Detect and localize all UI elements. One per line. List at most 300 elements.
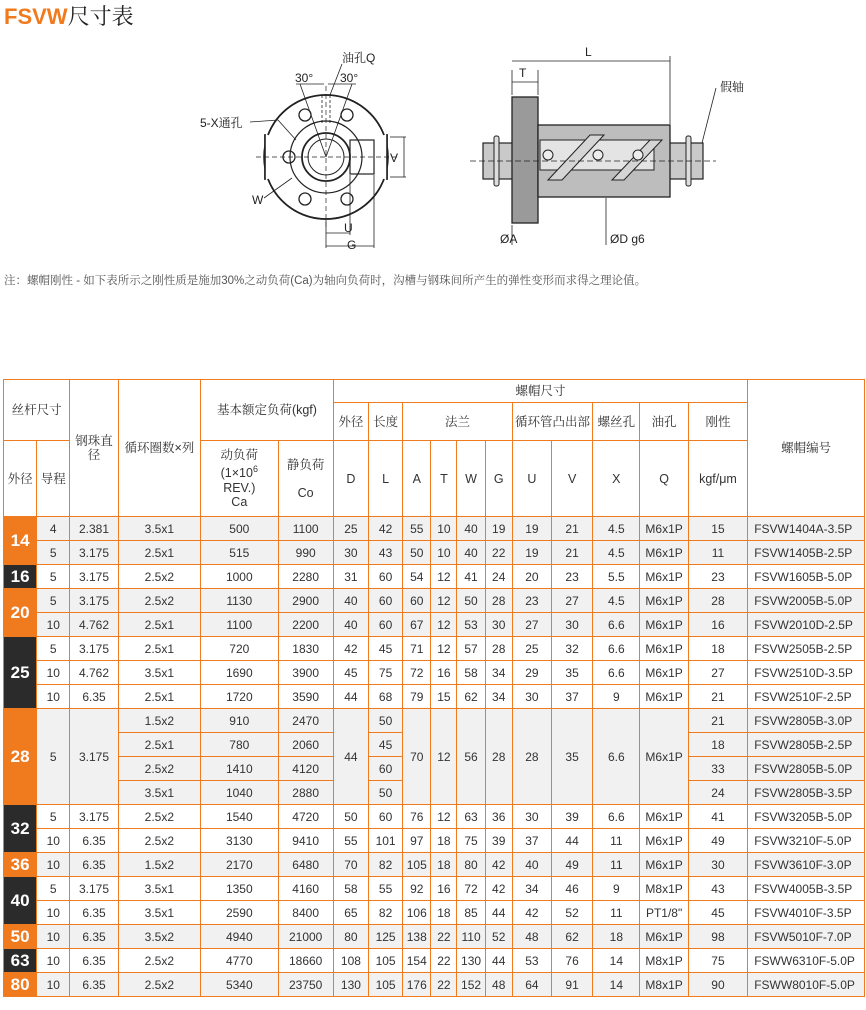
table-cell: 5 bbox=[37, 805, 70, 829]
table-row bbox=[4, 829, 865, 853]
table-cell: 2.5x1 bbox=[118, 733, 200, 757]
table-cell: 2.5x1 bbox=[118, 685, 200, 709]
table-cell: 42 bbox=[485, 877, 512, 901]
table-cell: 10 bbox=[37, 685, 70, 709]
table-cell: 176 bbox=[403, 973, 431, 997]
table-cell: 30 bbox=[512, 805, 551, 829]
table-cell: 108 bbox=[333, 949, 368, 973]
table-cell: PT1/8" bbox=[640, 901, 688, 925]
table-cell: 11 bbox=[593, 901, 640, 925]
table-cell: 34 bbox=[512, 877, 551, 901]
table-cell: 3.175 bbox=[70, 565, 118, 589]
table-cell: 10 bbox=[37, 949, 70, 973]
table-cell: 46 bbox=[552, 877, 593, 901]
table-cell: 42 bbox=[512, 901, 551, 925]
table-cell: 67 bbox=[403, 613, 431, 637]
header-nut-size: 螺帽尺寸 bbox=[333, 380, 747, 403]
size-cell: 20 bbox=[4, 589, 37, 637]
table-cell: 60 bbox=[369, 757, 403, 781]
header-col-a: A bbox=[403, 441, 431, 517]
table-cell: 20 bbox=[512, 565, 551, 589]
table-cell: 6.35 bbox=[70, 925, 118, 949]
table-cell: 45 bbox=[369, 637, 403, 661]
label-angle-right: 30° bbox=[340, 71, 359, 85]
header-col-l: L bbox=[369, 441, 403, 517]
size-table bbox=[3, 379, 865, 997]
header-part-no: 螺帽编号 bbox=[748, 380, 865, 517]
table-cell: 2.381 bbox=[70, 517, 118, 541]
table-cell: 62 bbox=[457, 685, 485, 709]
header-flange: 法兰 bbox=[403, 403, 513, 441]
table-cell: 5 bbox=[37, 637, 70, 661]
part-number: FSVW5010F-7.0P bbox=[748, 925, 865, 949]
table-cell: 45 bbox=[688, 901, 747, 925]
table-cell: 43 bbox=[369, 541, 403, 565]
table-cell: 2.5x2 bbox=[118, 565, 200, 589]
label-dia-d: ØD g6 bbox=[610, 232, 645, 246]
table-cell: 2590 bbox=[201, 901, 278, 925]
table-cell: 1350 bbox=[201, 877, 278, 901]
table-cell: 2170 bbox=[201, 853, 278, 877]
table-cell: 32 bbox=[552, 637, 593, 661]
side-view bbox=[470, 56, 716, 245]
table-cell: 34 bbox=[485, 661, 512, 685]
table-row bbox=[4, 661, 865, 685]
table-cell: 6.6 bbox=[593, 709, 640, 805]
table-cell: 6.35 bbox=[70, 829, 118, 853]
table-cell: 40 bbox=[457, 541, 485, 565]
table-cell: 35 bbox=[552, 709, 593, 805]
title-brand: FSVW bbox=[4, 4, 68, 29]
table-cell: 18 bbox=[431, 853, 457, 877]
table-row bbox=[4, 901, 865, 925]
table-cell: 2.5x2 bbox=[118, 589, 200, 613]
part-number: FSVW3210F-5.0P bbox=[748, 829, 865, 853]
table-cell: 2.5x2 bbox=[118, 973, 200, 997]
part-number: FSVW2010D-2.5P bbox=[748, 613, 865, 637]
table-cell: 15 bbox=[431, 685, 457, 709]
table-cell: 1040 bbox=[201, 781, 278, 805]
table-cell: 71 bbox=[403, 637, 431, 661]
dyn-load-line1: 动负荷 bbox=[220, 448, 259, 463]
table-cell: 5 bbox=[37, 877, 70, 901]
table-cell: 105 bbox=[369, 973, 403, 997]
table-cell: 70 bbox=[333, 853, 368, 877]
table-cell: 85 bbox=[457, 901, 485, 925]
table-cell: 62 bbox=[552, 925, 593, 949]
table-cell: 40 bbox=[333, 613, 368, 637]
table-cell: 3.175 bbox=[70, 877, 118, 901]
table-cell: 4.5 bbox=[593, 517, 640, 541]
part-number: FSVW2510F-2.5P bbox=[748, 685, 865, 709]
table-cell: M6x1P bbox=[640, 589, 688, 613]
table-cell: 57 bbox=[457, 637, 485, 661]
label-u: U bbox=[344, 221, 353, 235]
table-cell: 52 bbox=[552, 901, 593, 925]
nut-flange bbox=[512, 97, 538, 223]
size-cell: 14 bbox=[4, 517, 37, 565]
table-cell: 75 bbox=[457, 829, 485, 853]
table-cell: 1830 bbox=[278, 637, 333, 661]
table-row bbox=[4, 589, 865, 613]
table-cell: 19 bbox=[485, 517, 512, 541]
table-cell: 41 bbox=[457, 565, 485, 589]
table-cell: 3.175 bbox=[70, 805, 118, 829]
table-cell: 23 bbox=[512, 589, 551, 613]
label-l: L bbox=[585, 45, 592, 59]
table-cell: 25 bbox=[333, 517, 368, 541]
table-cell: 11 bbox=[593, 853, 640, 877]
dyn-load-exp: 6 bbox=[252, 464, 258, 475]
table-cell: 40 bbox=[512, 853, 551, 877]
table-cell: 3130 bbox=[201, 829, 278, 853]
table-cell: 6.6 bbox=[593, 613, 640, 637]
table-cell: 515 bbox=[201, 541, 278, 565]
table-cell: 18 bbox=[593, 925, 640, 949]
label-angle-left: 30° bbox=[295, 71, 314, 85]
table-cell: 60 bbox=[369, 613, 403, 637]
table-cell: 500 bbox=[201, 517, 278, 541]
table-cell: 3.5x1 bbox=[118, 877, 200, 901]
table-cell: 4.762 bbox=[70, 613, 118, 637]
table-cell: 2900 bbox=[278, 589, 333, 613]
part-number: FSVW2005B-5.0P bbox=[748, 589, 865, 613]
table-cell: 42 bbox=[369, 517, 403, 541]
header-lead: 导程 bbox=[37, 441, 70, 517]
table-cell: 72 bbox=[403, 661, 431, 685]
part-number: FSVW4005B-3.5P bbox=[748, 877, 865, 901]
table-cell: 11 bbox=[593, 829, 640, 853]
table-cell: 105 bbox=[403, 853, 431, 877]
table-cell: M6x1P bbox=[640, 637, 688, 661]
header-col-w: W bbox=[457, 441, 485, 517]
table-cell: 2.5x1 bbox=[118, 637, 200, 661]
table-row bbox=[4, 613, 865, 637]
table-cell: 12 bbox=[431, 565, 457, 589]
table-cell: M6x1P bbox=[640, 805, 688, 829]
part-number: FSVW2805B-3.5P bbox=[748, 781, 865, 805]
table-cell: 36 bbox=[485, 805, 512, 829]
bolt-hole bbox=[341, 193, 353, 205]
label-oil-hole: 油孔Q bbox=[342, 51, 376, 65]
table-cell: 21 bbox=[552, 541, 593, 565]
header-stiffness: 刚性 bbox=[688, 403, 747, 441]
screw-head bbox=[593, 150, 603, 160]
table-cell: 58 bbox=[333, 877, 368, 901]
table-cell: 40 bbox=[333, 589, 368, 613]
table-cell: 154 bbox=[403, 949, 431, 973]
table-cell: 2.5x1 bbox=[118, 613, 200, 637]
table-cell: 72 bbox=[457, 877, 485, 901]
table-cell: 22 bbox=[431, 973, 457, 997]
dyn-load-line2: REV.) bbox=[223, 480, 256, 495]
table-cell: 10 bbox=[37, 925, 70, 949]
table-cell: 106 bbox=[403, 901, 431, 925]
header-load-rating: 基本额定负荷(kgf) bbox=[201, 380, 334, 441]
size-cell: 28 bbox=[4, 709, 37, 805]
table-cell: 75 bbox=[369, 661, 403, 685]
table-cell: 28 bbox=[512, 709, 551, 805]
table-cell: 10 bbox=[431, 517, 457, 541]
table-cell: 22 bbox=[431, 925, 457, 949]
table-cell: M6x1P bbox=[640, 829, 688, 853]
header-length: 长度 bbox=[369, 403, 403, 441]
table-cell: 60 bbox=[369, 805, 403, 829]
header-col-x: X bbox=[593, 441, 640, 517]
table-cell: 10 bbox=[37, 901, 70, 925]
table-cell: 4.762 bbox=[70, 661, 118, 685]
table-cell: 21 bbox=[688, 685, 747, 709]
table-cell: 3.175 bbox=[70, 589, 118, 613]
table-cell: 28 bbox=[688, 589, 747, 613]
table-cell: 2.5x1 bbox=[118, 541, 200, 565]
table-cell: 42 bbox=[485, 853, 512, 877]
part-number: FSVW1404A-3.5P bbox=[748, 517, 865, 541]
table-cell: 23 bbox=[552, 565, 593, 589]
table-cell: 75 bbox=[688, 949, 747, 973]
table-cell: 21 bbox=[552, 517, 593, 541]
label-v: V bbox=[390, 151, 399, 165]
header-col-v: V bbox=[552, 441, 593, 517]
table-cell: 101 bbox=[369, 829, 403, 853]
table-row bbox=[4, 853, 865, 877]
table-cell: 16 bbox=[688, 613, 747, 637]
table-cell: 97 bbox=[403, 829, 431, 853]
table-cell: 49 bbox=[552, 853, 593, 877]
table-cell: 3.5x1 bbox=[118, 517, 200, 541]
size-cell: 80 bbox=[4, 973, 37, 997]
table-cell: 27 bbox=[688, 661, 747, 685]
table-cell: 21 bbox=[688, 709, 747, 733]
table-cell: 1100 bbox=[278, 517, 333, 541]
table-cell: 6480 bbox=[278, 853, 333, 877]
table-cell: 60 bbox=[369, 565, 403, 589]
table-cell: 4770 bbox=[201, 949, 278, 973]
table-cell: 5 bbox=[37, 541, 70, 565]
part-number: FSVW2505B-2.5P bbox=[748, 637, 865, 661]
table-cell: 37 bbox=[552, 685, 593, 709]
table-cell: 58 bbox=[457, 661, 485, 685]
table-cell: 12 bbox=[431, 589, 457, 613]
table-cell: 80 bbox=[457, 853, 485, 877]
table-cell: 42 bbox=[333, 637, 368, 661]
table-cell: 24 bbox=[485, 565, 512, 589]
table-cell: 1.5x2 bbox=[118, 853, 200, 877]
table-cell: 5 bbox=[37, 709, 70, 805]
table-cell: 76 bbox=[403, 805, 431, 829]
size-cell: 50 bbox=[4, 925, 37, 949]
table-cell: 1.5x2 bbox=[118, 709, 200, 733]
table-cell: 23750 bbox=[278, 973, 333, 997]
table-cell: M6x1P bbox=[640, 565, 688, 589]
table-cell: 2.5x2 bbox=[118, 805, 200, 829]
table-cell: 3.175 bbox=[70, 709, 118, 805]
table-row bbox=[4, 805, 865, 829]
table-cell: 40 bbox=[457, 517, 485, 541]
table-cell: 60 bbox=[403, 589, 431, 613]
table-cell: 30 bbox=[485, 613, 512, 637]
table-row bbox=[4, 925, 865, 949]
table-cell: 28 bbox=[485, 637, 512, 661]
table-cell: 44 bbox=[485, 901, 512, 925]
part-number: FSVW1405B-2.5P bbox=[748, 541, 865, 565]
table-cell: 44 bbox=[333, 709, 368, 805]
table-cell: 30 bbox=[688, 853, 747, 877]
header-outer-dia: 外径 bbox=[333, 403, 368, 441]
table-cell: 1130 bbox=[201, 589, 278, 613]
table-cell: 6.35 bbox=[70, 685, 118, 709]
static-load-line2: Co bbox=[297, 485, 314, 500]
label-g: G bbox=[347, 238, 357, 252]
stiffness-note: 注：螺帽刚性 - 如下表所示之刚性质是施加30%之动负荷(Ca)为轴向负荷时，沟槽与钢珠间所产生的弹性变形而求得之理论值。 bbox=[4, 275, 647, 287]
table-cell: 4.5 bbox=[593, 589, 640, 613]
size-cell: 16 bbox=[4, 565, 37, 589]
table-cell: 28 bbox=[485, 589, 512, 613]
table-cell: 6.35 bbox=[70, 973, 118, 997]
header-dynamic-load bbox=[201, 441, 278, 517]
table-cell: 50 bbox=[333, 805, 368, 829]
header-screw-size: 丝杆尺寸 bbox=[4, 380, 70, 441]
table-row bbox=[4, 709, 865, 733]
table-cell: 30 bbox=[512, 685, 551, 709]
table-row bbox=[4, 685, 865, 709]
table-cell: 18 bbox=[431, 829, 457, 853]
static-load-line1: 静负荷 bbox=[286, 457, 325, 472]
part-number: FSVW3205B-5.0P bbox=[748, 805, 865, 829]
label-dummy-shaft: 假轴 bbox=[720, 80, 745, 94]
table-cell: 45 bbox=[333, 661, 368, 685]
table-cell: 44 bbox=[552, 829, 593, 853]
table-cell: 1410 bbox=[201, 757, 278, 781]
table-cell: 18660 bbox=[278, 949, 333, 973]
dyn-load-pre: (1×10 bbox=[220, 466, 253, 481]
table-cell: M6x1P bbox=[640, 517, 688, 541]
table-cell: 50 bbox=[457, 589, 485, 613]
label-through-hole: 5-X通孔 bbox=[200, 116, 243, 130]
header-stiff-unit: kgf/μm bbox=[688, 441, 747, 517]
size-cell: 25 bbox=[4, 637, 37, 709]
table-cell: 6.6 bbox=[593, 805, 640, 829]
table-cell: 11 bbox=[688, 541, 747, 565]
table-cell: 34 bbox=[485, 685, 512, 709]
table-cell: 10 bbox=[37, 829, 70, 853]
table-cell: 6.6 bbox=[593, 661, 640, 685]
screw-head bbox=[543, 150, 553, 160]
table-cell: 49 bbox=[688, 829, 747, 853]
table-cell: M8x1P bbox=[640, 949, 688, 973]
table-cell: 18 bbox=[688, 637, 747, 661]
screw-head bbox=[633, 150, 643, 160]
table-cell: 125 bbox=[369, 925, 403, 949]
table-cell: 14 bbox=[593, 973, 640, 997]
table-cell: 10 bbox=[37, 661, 70, 685]
header-col-t: T bbox=[431, 441, 457, 517]
table-cell: 80 bbox=[333, 925, 368, 949]
table-cell: 82 bbox=[369, 853, 403, 877]
table-cell: 70 bbox=[403, 709, 431, 805]
table-cell: 1540 bbox=[201, 805, 278, 829]
table-cell: 3.5x2 bbox=[118, 925, 200, 949]
table-cell: 35 bbox=[552, 661, 593, 685]
table-row bbox=[4, 565, 865, 589]
table-row bbox=[4, 541, 865, 565]
table-cell: 2200 bbox=[278, 613, 333, 637]
table-cell: 54 bbox=[403, 565, 431, 589]
table-cell: 1000 bbox=[201, 565, 278, 589]
table-cell: 63 bbox=[457, 805, 485, 829]
table-cell: 41 bbox=[688, 805, 747, 829]
table-cell: 48 bbox=[485, 973, 512, 997]
part-number: FSWW8010F-5.0P bbox=[748, 973, 865, 997]
table-cell: 105 bbox=[369, 949, 403, 973]
table-cell: 23 bbox=[688, 565, 747, 589]
table-cell: 98 bbox=[688, 925, 747, 949]
table-cell: 1100 bbox=[201, 613, 278, 637]
part-number: FSVW2805B-2.5P bbox=[748, 733, 865, 757]
table-cell: 9 bbox=[593, 685, 640, 709]
table-cell: 30 bbox=[333, 541, 368, 565]
table-cell: 2.5x2 bbox=[118, 949, 200, 973]
front-view bbox=[250, 64, 406, 248]
table-cell: M6x1P bbox=[640, 685, 688, 709]
table-cell: M6x1P bbox=[640, 853, 688, 877]
table-cell: 4160 bbox=[278, 877, 333, 901]
table-cell: 12 bbox=[431, 805, 457, 829]
table-cell: 130 bbox=[333, 973, 368, 997]
table-cell: 3.175 bbox=[70, 541, 118, 565]
table-cell: M6x1P bbox=[640, 925, 688, 949]
size-cell: 40 bbox=[4, 877, 37, 925]
table-cell: 4940 bbox=[201, 925, 278, 949]
table-cell: 5340 bbox=[201, 973, 278, 997]
table-cell: 12 bbox=[431, 709, 457, 805]
table-cell: 110 bbox=[457, 925, 485, 949]
table-cell: 39 bbox=[485, 829, 512, 853]
table-cell: 90 bbox=[688, 973, 747, 997]
table-cell: 9 bbox=[593, 877, 640, 901]
table-cell: 4 bbox=[37, 517, 70, 541]
table-cell: 5 bbox=[37, 565, 70, 589]
table-cell: 29 bbox=[512, 661, 551, 685]
part-number: FSVW2510D-3.5P bbox=[748, 661, 865, 685]
table-cell: 56 bbox=[457, 709, 485, 805]
header-col-q: Q bbox=[640, 441, 688, 517]
table-cell: 3.5x1 bbox=[118, 661, 200, 685]
table-row bbox=[4, 517, 865, 541]
table-cell: 64 bbox=[512, 973, 551, 997]
table-cell: 720 bbox=[201, 637, 278, 661]
table-cell: M6x1P bbox=[640, 661, 688, 685]
table-cell: 6.35 bbox=[70, 901, 118, 925]
bolt-hole bbox=[299, 193, 311, 205]
header-col-d: D bbox=[333, 441, 368, 517]
table-row bbox=[4, 877, 865, 901]
table-cell: 45 bbox=[369, 733, 403, 757]
table-cell: 12 bbox=[431, 637, 457, 661]
table-cell: 19 bbox=[512, 517, 551, 541]
table-cell: 68 bbox=[369, 685, 403, 709]
table-cell: 27 bbox=[512, 613, 551, 637]
table-cell: 76 bbox=[552, 949, 593, 973]
part-number: FSVW2805B-5.0P bbox=[748, 757, 865, 781]
table-cell: 3590 bbox=[278, 685, 333, 709]
size-cell: 32 bbox=[4, 805, 37, 853]
table-cell: 2470 bbox=[278, 709, 333, 733]
table-cell: 4720 bbox=[278, 805, 333, 829]
table-cell: 30 bbox=[552, 613, 593, 637]
label-w: W bbox=[252, 193, 264, 207]
part-number: FSVW1605B-5.0P bbox=[748, 565, 865, 589]
